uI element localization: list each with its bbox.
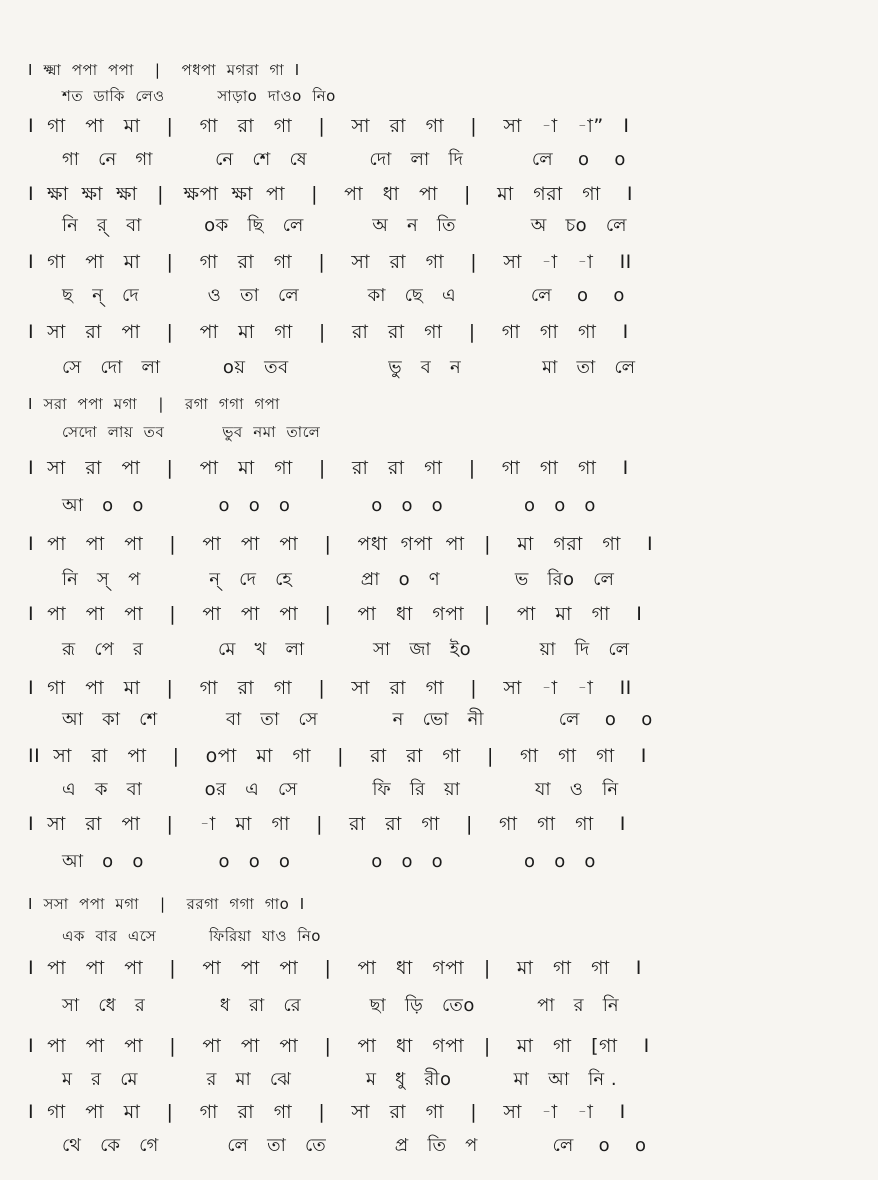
notation-line: I ক্ষা ক্ষা ক্ষা | ক্ষপা ক্ষা পা | পা ধা পা | মা গরা গা I xyxy=(28,183,634,205)
notation-line: সে দো লা oয় তব ভু ব ন মা তা লে xyxy=(62,357,636,378)
notation-line: I সা রা পা | পা মা গা | রা রা গা | গা গা গা I xyxy=(28,321,629,343)
notation-line: এ ক বা oর এ সে ফি রি য়া যা ও নি xyxy=(62,779,619,800)
notation-line: গা নে গা নে শে ষে দো লা দি লে o o xyxy=(62,149,626,170)
notation-line: II সা রা পা | oপা মা গা | রা রা গা | গা গা গা I xyxy=(28,745,647,767)
notation-line: আ কা শে বা তা সে ন ভো নী লে o o xyxy=(62,709,653,730)
notation-line: I ক্ষ্মা পপা পপা | পধপা মগরা গা I xyxy=(28,61,300,79)
notation-line: শত ডাকি লেও সাড়াo দাওo নিo xyxy=(62,87,336,105)
notation-line: I সসা পপা মগা | ররগা গগা গাo I xyxy=(28,895,305,913)
notation-line: I পা পা পা | পা পা পা | পা ধা গপা | মা গা গা I xyxy=(28,957,642,979)
notation-line: নি স্ প ন্ দে হে প্রা o ণ ভ রিo লে xyxy=(62,569,615,590)
notation-line: এক বার এসে ফিরিয়া যাও নিo xyxy=(62,927,321,945)
notation-line: সা ধে র ধ রা রে ছা ড়ি তেo পা র নি xyxy=(62,995,620,1016)
notation-line: সেদো লায় তব ভুব নমা তালে xyxy=(62,423,321,441)
notation-line: I গা পা মা | গা রা গা | সা রা গা | সা -া -া I xyxy=(28,1101,626,1123)
notation-line: I পা পা পা | পা পা পা | পা ধা গপা | পা মা গা I xyxy=(28,603,643,625)
notation-line: ম র মে র মা ঝে ম ধু রীo মা আ নি . xyxy=(62,1069,618,1090)
notation-line: I সা রা পা | পা মা গা | রা রা গা | গা গা গা I xyxy=(28,457,629,479)
notation-line: রূ পে র মে খ লা সা জা ইo য়া দি লে xyxy=(62,639,630,660)
notation-line: I পা পা পা | পা পা পা | পধা গপা পা | মা গরা গা I xyxy=(28,533,654,555)
notation-line: আ o o o o o o o o o o o xyxy=(62,495,596,516)
notation-line: নি র্ বা oক ছি লে অ ন তি অ চo লে xyxy=(62,215,628,236)
notation-line: I গা পা মা | গা রা গা | সা রা গা | সা -া -া” I xyxy=(28,115,630,137)
notation-line: I পা পা পা | পা পা পা | পা ধা গপা | মা গা [গা I xyxy=(28,1035,650,1057)
notation-line: আ o o o o o o o o o o o xyxy=(62,851,596,872)
notation-line: I গা পা মা | গা রা গা | সা রা গা | সা -া -া II xyxy=(28,677,632,699)
notation-line: I গা পা মা | গা রা গা | সা রা গা | সা -া -া II xyxy=(28,251,632,273)
notation-line: I সা রা পা | -া মা গা | রা রা গা | গা গা গা I xyxy=(28,813,626,835)
notation-line: থে কে গে লে তা তে প্র তি প লে o o xyxy=(62,1135,647,1156)
notation-line: I সরা পপা মগা | রগা গগা গপা xyxy=(28,395,280,413)
notation-line: ছ ন্ দে ও তা লে কা ছে এ লে o o xyxy=(62,285,625,306)
